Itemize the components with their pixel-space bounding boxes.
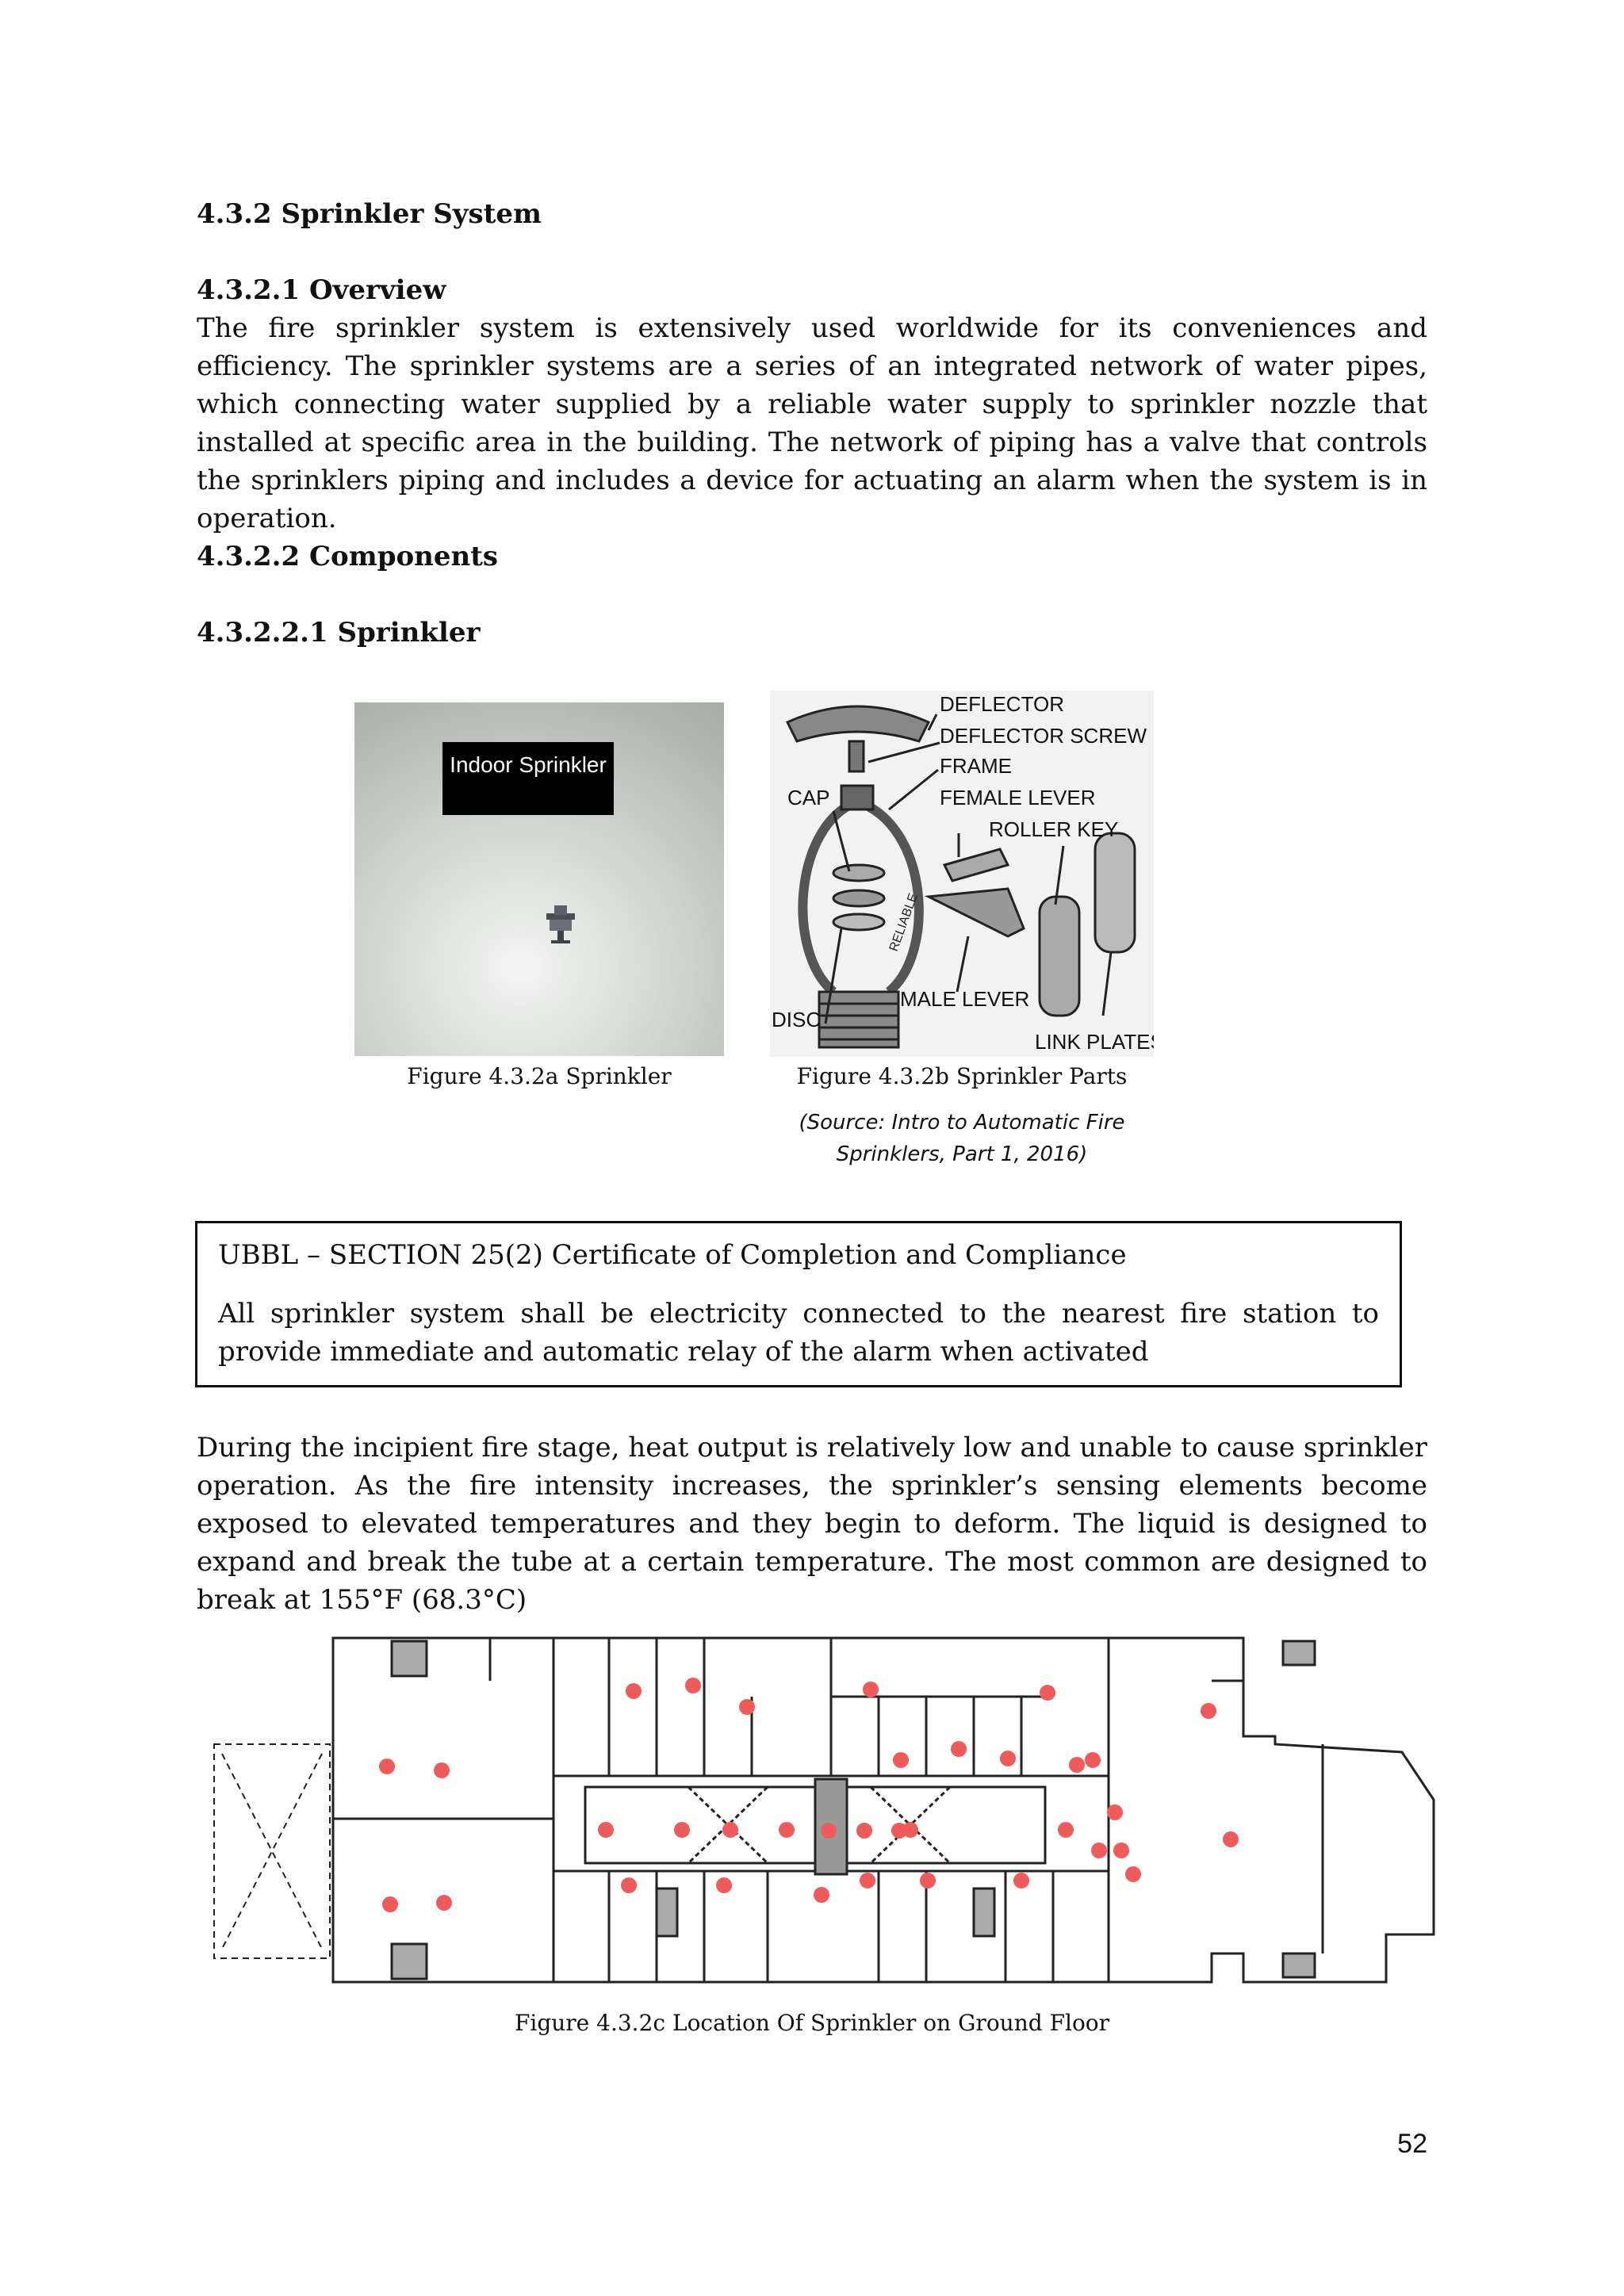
label-cap: CAP [787,786,830,809]
label-deflector-screw: DEFLECTOR SCREW [940,724,1147,748]
figure-a-caption: Figure 4.3.2a Sprinkler [407,1063,672,1089]
label-brand: RELIABLE [887,891,921,954]
incipient-paragraph [197,1429,1427,1619]
label-female-lever: FEMALE LEVER [940,786,1096,809]
sprinkler-parts-diagram [770,691,1154,1057]
sprinkler-location-marker [739,1699,755,1715]
sprinkler-location-marker [1125,1866,1141,1882]
label-deflector: DEFLECTOR [940,692,1064,716]
sprinkler-location-marker [434,1762,450,1778]
sprinkler-location-marker [1000,1751,1016,1766]
sprinkler-location-marker [821,1823,837,1839]
sprinkler-location-marker [621,1877,637,1893]
sprinkler-location-marker [1040,1685,1055,1701]
ubbl-title: UBBL – SECTION 25(2) Certificate of Completion and Compliance [218,1239,1127,1271]
ubbl-body: All sprinkler system shall be electricity connected to the nearest fire station to provide immediate and automatic relay of the alarm when activated [218,1298,1379,1368]
source-line-1: (Source: Intro to Automatic Fire [799,1111,1125,1135]
incipient-text: During the incipient fire stage, heat output is relatively low and unable to cause sprinkler operation. As the fire intensity increases, the sprinkler’s sensing elements become exposed to elevated temperatures and they begin to deform. The liquid is designed to expand and break the tube at a certain temperature. The most common are designed to break at 155°F (68.3°C) [197,1432,1427,1616]
sprinkler-location-marker [598,1822,614,1838]
sprinkler-location-marker [1223,1831,1239,1847]
sprinkler-location-marker [1069,1757,1085,1773]
sprinkler-location-marker [436,1895,452,1911]
sprinkler-location-marker [382,1896,398,1912]
sprinkler-location-marker [722,1822,738,1838]
sprinkler-heading: 4.3.2.2.1 Sprinkler [197,617,481,649]
label-disc: DISC [772,1008,822,1031]
sprinkler-location-marker [951,1741,967,1757]
sprinkler-location-marker [685,1678,701,1693]
sprinkler-location-marker [1085,1752,1101,1768]
sprinkler-location-marker [1113,1843,1129,1858]
sprinkler-location-marker [1201,1703,1216,1719]
section-heading: 4.3.2 Sprinkler System [197,198,542,230]
sprinkler-location-marker [716,1877,732,1893]
floor-plan-graphic [213,1633,1438,1993]
sprinkler-location-marker [902,1822,918,1838]
source-line-2: Sprinklers, Part 1, 2016) [836,1142,1088,1166]
indoor-sprinkler-label: Indoor Sprinkler [442,742,614,815]
sprinkler-location-marker [1107,1804,1123,1820]
sprinkler-location-marker [863,1682,879,1697]
label-link-plates: LINK PLATES [1035,1030,1154,1054]
ubbl-box [195,1221,1402,1387]
figure-b-source [770,1107,1154,1170]
sprinkler-location-marker [893,1752,909,1768]
sprinkler-location-marker [779,1822,795,1838]
sprinkler-location-marker [1091,1843,1107,1858]
sprinkler-location-marker [379,1758,395,1774]
sprinkler-location-marker [920,1873,936,1888]
overview-heading: 4.3.2.1 Overview [197,274,446,306]
sprinkler-location-marker [674,1822,690,1838]
sprinkler-location-marker [1013,1873,1029,1888]
sprinkler-parts-graphic [770,691,1154,1057]
ground-floor-plan [213,1633,1438,1993]
label-frame: FRAME [940,754,1012,778]
label-male-lever: MALE LEVER [900,987,1030,1011]
label-roller-key: ROLLER KEY [989,817,1119,841]
figure-c-caption: Figure 4.3.2c Location Of Sprinkler on Ground Floor [514,2010,1110,2036]
sprinkler-location-marker [1058,1822,1074,1838]
overview-text: The fire sprinkler system is extensively used worldwide for its conveniences and efficiency. The sprinkler systems are a series of an integrated network of water pipes, which connecting water supplied by a reliable water supply to sprinkler nozzle that installed at specific area in the building. The network of piping has a valve that controls the sprinklers piping and includes a device for actuating an alarm when the system is in operation. [197,312,1427,534]
sprinkler-location-marker [860,1873,875,1888]
sprinkler-location-marker [856,1823,872,1839]
page-number: 52 [1397,2129,1427,2159]
sprinkler-location-marker [626,1683,642,1699]
deflector-shape [787,706,929,741]
components-heading: 4.3.2.2 Components [197,541,499,572]
figure-b-caption: Figure 4.3.2b Sprinkler Parts [796,1063,1128,1089]
overview-paragraph [197,309,1427,538]
sprinkler-location-marker [814,1887,829,1903]
